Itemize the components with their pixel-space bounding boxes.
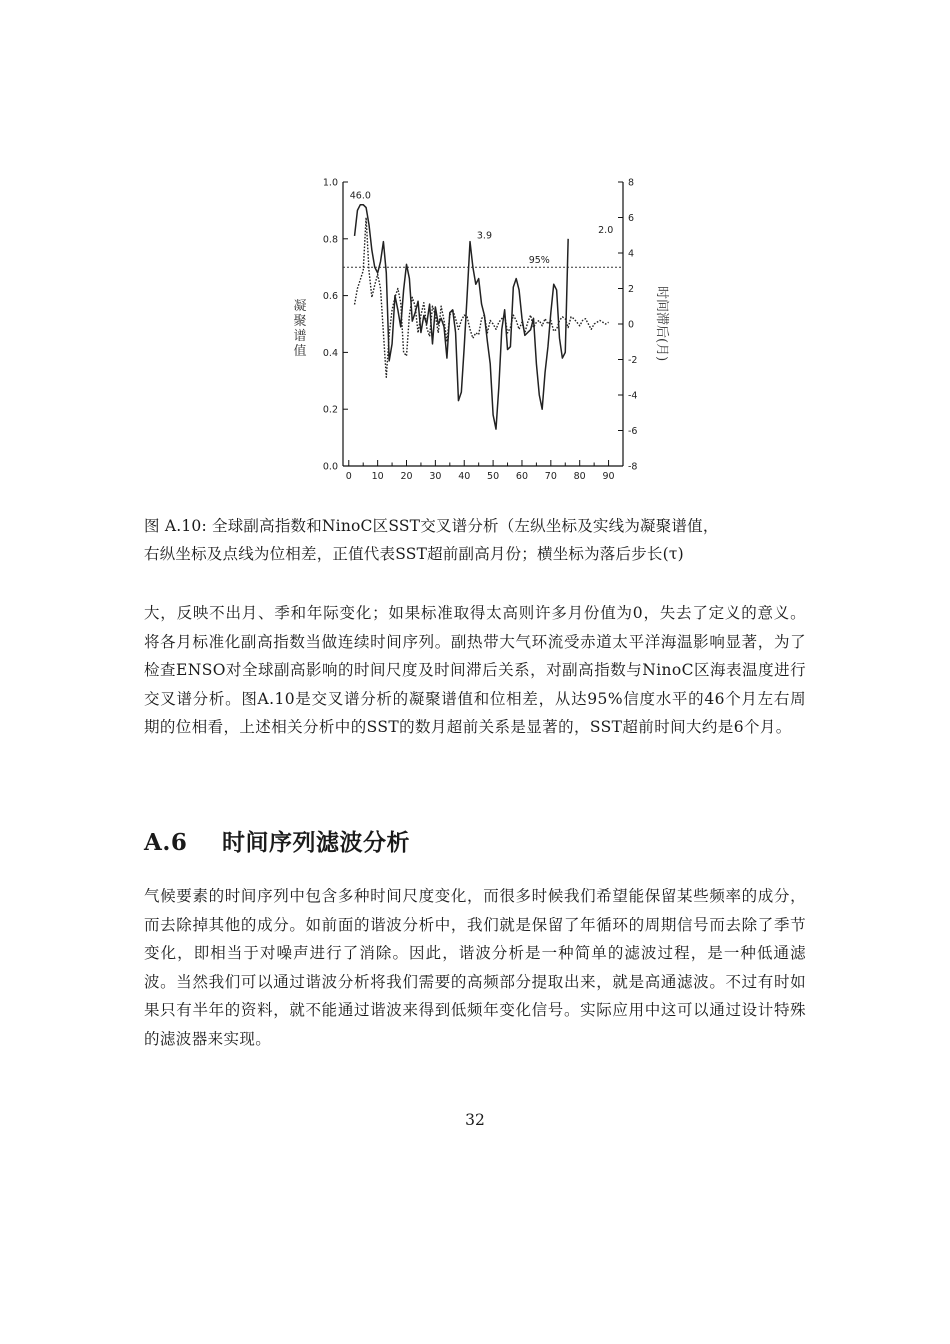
figure [280, 168, 680, 488]
coherence-phase-chart [280, 168, 680, 488]
caption-line-2: 右纵坐标及点线为位相差，正值代表SST超前副高月份；横坐标为落后步长(τ) [144, 545, 684, 563]
y-tick-label-right: -4 [628, 390, 638, 402]
x-tick-label: 90 [602, 471, 615, 482]
y-tick-label-right: 6 [628, 213, 635, 224]
x-tick-label: 50 [487, 471, 500, 482]
y-tick-label-left: 0.0 [322, 461, 338, 473]
left-axis-label-char: 凝 [293, 299, 307, 314]
y-tick-label-left: 0.6 [322, 291, 338, 303]
page-number: 32 [465, 1111, 485, 1129]
x-tick-label: 40 [458, 471, 471, 482]
left-axis-label-char: 值 [293, 344, 307, 359]
y-tick-label-right: 4 [628, 248, 635, 260]
x-tick-label: 80 [573, 471, 586, 482]
figure-caption [144, 512, 804, 568]
x-tick-label: 60 [515, 471, 529, 482]
y-tick-label-left: 0.2 [322, 404, 338, 416]
y-tick-label-right: 2 [628, 284, 635, 295]
x-tick-label: 70 [544, 471, 557, 482]
section-number: A.6 [144, 829, 188, 856]
y-tick-label-right: -8 [628, 461, 638, 473]
y-tick-label-right: 0 [628, 319, 635, 331]
x-tick-label: 30 [429, 471, 442, 482]
confidence-label: 95% [528, 255, 550, 267]
right-axis-label: 时间滞后(月) [654, 286, 669, 362]
left-axis-label-char: 聚 [293, 314, 307, 329]
x-tick-label: 10 [371, 471, 384, 482]
y-tick-label-left: 1.0 [322, 177, 338, 189]
peak-annotation: 2.0 [598, 224, 614, 236]
paragraph-2: 气候要素的时间序列中包含多种时间尺度变化，而很多时候我们希望能保留某些频率的成分，而去除掉其他的成分。如前面的谐波分析中，我们就是保留了年循环的周期信号而去除了季节变化，即相当于对噪声进行了消除。因此，谐波分析是一种简单的滤波过程，是一种低通滤波。当然我们可以通过谐波分析将我们需要的高频部分提取出来，就是高通滤波。不过有时如果只有半年的资料，就不能通过谐波来得到低频年变化信号。实际应用中这可以通过设计特殊的滤波器来实现。 [144, 887, 806, 1048]
peak-annotation: 3.9 [476, 230, 492, 242]
y-tick-label-left: 0.8 [322, 234, 338, 246]
left-axis-label-char: 谱 [293, 329, 307, 344]
y-tick-label-right: 8 [628, 177, 635, 189]
y-tick-label-right: -2 [628, 355, 638, 366]
caption-line-1: 图 A.10: 全球副高指数和NinoC区SST交叉谱分析（左纵坐标及实线为凝聚谱值， [144, 517, 719, 535]
coherence-line [355, 205, 569, 429]
y-tick-label-right: -6 [628, 426, 638, 437]
peak-annotation: 46.0 [349, 190, 371, 202]
x-tick-label: 0 [345, 471, 352, 482]
paragraph-1: 大，反映不出月、季和年际变化；如果标准取得太高则许多月份值为0，失去了定义的意义。将各月标准化副高指数当做连续时间序列。副热带大气环流受赤道太平洋海温影响显著，为了检查ENSO对全球副高影响的时间尺度及时间滞后关系，对副高指数与NinoC区海表温度进行交叉谱分析。图A.10是交叉谱分析的凝聚谱值和位相差，从达95%信度水平的46个月左右周期的位相看，上述相关分析中的SST的数月超前关系是显著的，SST超前时间大约是6个月。 [144, 604, 806, 737]
section-heading [144, 824, 410, 857]
x-tick-label: 20 [400, 471, 413, 482]
y-tick-label-left: 0.4 [322, 347, 338, 359]
section-title: 时间序列滤波分析 [222, 829, 410, 856]
